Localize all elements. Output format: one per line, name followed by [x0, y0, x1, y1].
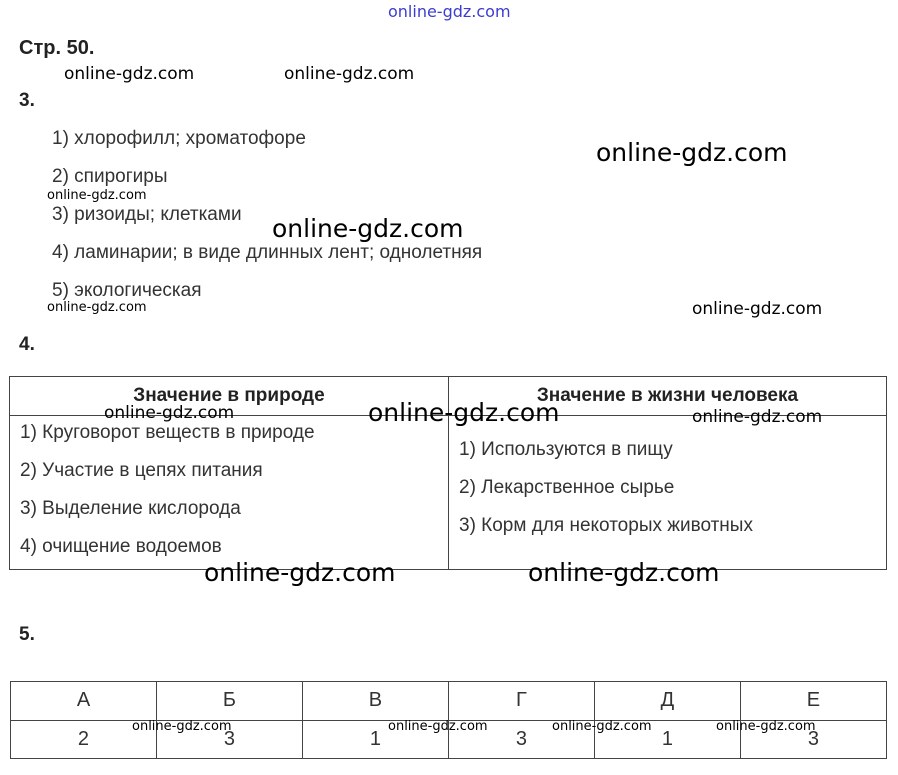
value-cell-d: 1: [594, 720, 740, 759]
watermark: online-gdz.com: [692, 299, 823, 319]
watermark-top: online-gdz.com: [388, 2, 511, 21]
watermark: online-gdz.com: [132, 719, 232, 734]
letter-cell-b: Б: [156, 682, 302, 721]
nature-item-4: 4) очищение водоемов: [20, 536, 222, 557]
task-3-answer-1: 1) хлорофилл; хроматофоре: [52, 128, 306, 149]
task-3-answer-2: 2) спирогиры: [52, 166, 168, 187]
value-cell-e: 3: [740, 720, 886, 759]
letter-cell-g: Г: [448, 682, 594, 721]
watermark: online-gdz.com: [368, 398, 560, 427]
page-heading: Стр. 50.: [19, 37, 95, 59]
letter-cell-e: Е: [740, 682, 886, 721]
letter-cell-d: Д: [594, 682, 740, 721]
watermark: online-gdz.com: [204, 558, 396, 587]
task-4-number: 4.: [19, 334, 35, 355]
value-cell-a: 2: [11, 720, 157, 759]
watermark: online-gdz.com: [284, 64, 415, 84]
task-3-answer-3: 3) ризоиды; клетками: [52, 204, 242, 225]
letter-cell-v: В: [302, 682, 448, 721]
watermark: online-gdz.com: [47, 188, 147, 203]
watermark: online-gdz.com: [388, 719, 488, 734]
letter-cell-a: А: [11, 682, 157, 721]
task-3-answer-5: 5) экологическая: [52, 280, 202, 301]
human-item-2: 2) Лекарственное сырье: [459, 477, 675, 498]
watermark: online-gdz.com: [692, 407, 823, 427]
nature-cell: [10, 416, 449, 570]
watermark: online-gdz.com: [528, 558, 720, 587]
nature-item-1: 1) Круговорот веществ в природе: [20, 422, 315, 443]
task-3-answer-4: 4) ламинарии; в виде длинных лент; однолетняя: [52, 242, 483, 263]
nature-item-3: 3) Выделение кислорода: [20, 498, 241, 519]
human-item-3: 3) Корм для некоторых животных: [459, 515, 753, 536]
header-nature: Значение в природе: [10, 377, 449, 416]
header-human: Значение в жизни человека: [449, 377, 887, 416]
watermark: online-gdz.com: [596, 138, 788, 167]
value-cell-g: 3: [448, 720, 594, 759]
nature-item-2: 2) Участие в цепях питания: [20, 460, 263, 481]
human-cell: [449, 416, 887, 570]
watermark: online-gdz.com: [272, 214, 464, 243]
watermark: online-gdz.com: [104, 403, 235, 423]
watermark: online-gdz.com: [64, 64, 195, 84]
task-3-number: 3.: [19, 90, 35, 111]
value-cell-b: 3: [156, 720, 302, 759]
value-cell-v: 1: [302, 720, 448, 759]
human-item-1: 1) Используются в пищу: [459, 439, 673, 460]
watermark: online-gdz.com: [716, 719, 816, 734]
watermark: online-gdz.com: [47, 300, 147, 315]
watermark: online-gdz.com: [552, 719, 652, 734]
task-5-number: 5.: [19, 624, 35, 645]
